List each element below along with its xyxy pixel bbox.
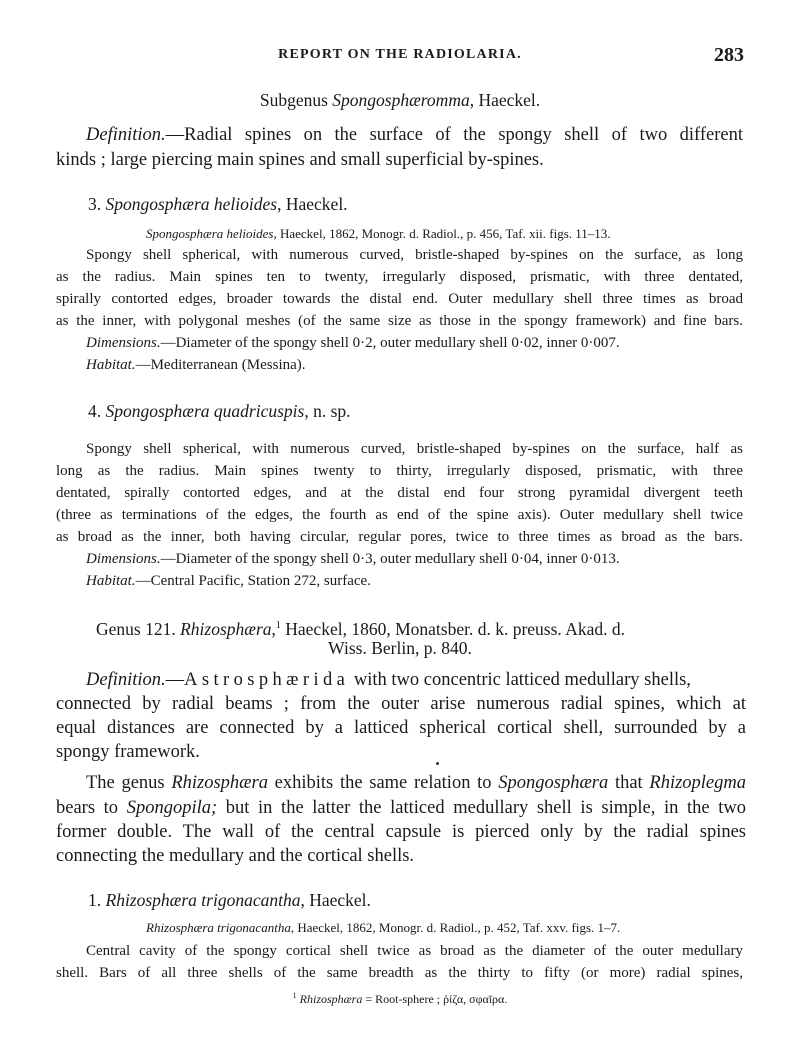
species4-desc-line2: long as the radius. Main spines twenty to thirty, irregularly disposed, prismatic, with three (56, 463, 743, 479)
species3-habitat-label: Habitat. (86, 357, 136, 373)
species4-habitat-text: —Central Pacific, Station 272, surface. (135, 573, 371, 589)
genus-heading-line1: Genus 121. Rhizosphæra,$^1$ Haeckel, 1860, Monatsber. d. k. preuss. Akad. d. (96, 618, 625, 639)
subgenus-definition-line1 (86, 123, 743, 148)
subgenus-definition-label: Definition. (86, 125, 166, 145)
genus-definition-family: Astrosphærida (184, 670, 350, 690)
species3-desc-line3: spirally contorted edges, broader towards the distal end. Outer medullary shell three times as broad (56, 291, 743, 307)
genus-paragraph-line2 (56, 796, 746, 821)
genus-definition-label: Definition. (86, 670, 166, 690)
footnote-term: Rhizosphæra (299, 992, 363, 1006)
genus-paragraph-line1 (86, 771, 746, 796)
species4-number: 4. (88, 401, 106, 421)
genus-p1-c: exhibits the same relation to (267, 773, 499, 793)
genus-definition-line1 (86, 668, 746, 693)
genus-name: Rhizosphæra (180, 618, 272, 639)
species3-desc-line4: as the inner, with polygonal meshes (of the same size as those in the spongy framework) and fine bars. (56, 313, 743, 329)
subgenus-author: , Haeckel. (469, 90, 541, 110)
species1-desc-line1: Central cavity of the spongy cortical shell twice as broad as the diameter of the outer medullary (86, 943, 743, 959)
species4-desc-line1: Spongy shell spherical, with numerous curved, bristle-shaped by-spines on the surface, half as (86, 441, 743, 457)
species3-desc-line2: as the radius. Main spines ten to twenty, irregularly disposed, prismatic, with three dentated, (56, 269, 743, 285)
species1-number: 1. (88, 890, 106, 910)
species3-habitat (86, 354, 746, 376)
genus-paragraph-line4: connecting the medullary and the cortical shells. (56, 846, 415, 866)
species3-dimensions-text: —Diameter of the spongy shell 0·2, outer medullary shell 0·02, inner 0·007. (160, 335, 620, 351)
species4-desc-line4: (three as terminations of the edges, the fourth as end of the spine axis). Outer medullary shell twice (56, 507, 743, 523)
genus-heading-line2: Wiss. Berlin, p. 840. (328, 638, 472, 658)
species1-ref-text: , Haeckel, 1862, Monogr. d. Radiol., p. 452, Taf. xxv. figs. 1–7. (290, 920, 621, 935)
footnote (0, 988, 800, 1007)
species4-desc-line5: as broad as the inner, both having circular, regular pores, twice to three times as broad as the bars. (56, 529, 743, 545)
running-head (0, 44, 800, 68)
species3-desc-line1: Spongy shell spherical, with numerous curved, bristle-shaped by-spines on the surface, as long (86, 247, 743, 263)
species4-dimensions (86, 548, 746, 570)
genus-paragraph-line3: former double. The wall of the central capsule is pierced only by the radial spines (56, 822, 746, 842)
genus-definition-line2: connected by radial beams ; from the outer arise numerous radial spines, which at (56, 694, 746, 714)
species1-reference (146, 919, 746, 937)
species3-dimensions-label: Dimensions. (86, 335, 161, 351)
genus-p2-b: Spongopila; (126, 798, 218, 818)
species3-ref-name: Spongosphæra helioides (146, 226, 274, 241)
species3-ref-text: , Haeckel, 1862, Monogr. d. Radiol., p. 456, Taf. xii. figs. 11–13. (273, 226, 611, 241)
species4-author: , n. sp. (304, 401, 351, 421)
subgenus-prefix: Subgenus (259, 90, 333, 110)
species4-name: Spongosphæra quadricuspis (105, 401, 305, 421)
species1-author: , Haeckel. (300, 890, 371, 910)
species1-desc-line2: shell. Bars of all three shells of the same breadth as the thirty to fifty (or more) radial spines, (56, 965, 743, 981)
species3-author: , Haeckel. (277, 194, 348, 214)
genus-footnote-mark: 1 (275, 620, 281, 631)
footnote-text: = Root-sphere ; ῥίζα, σφαῖρα. (362, 992, 508, 1006)
genus-heading-rest: Haeckel, 1860, Monatsber. d. k. preuss. Akad. d. (280, 618, 625, 639)
genus-p1-b: Rhizosphæra (171, 773, 268, 793)
subgenus-definition-text1: —Radial spines on the surface of the spongy shell of two different (165, 125, 743, 145)
species3-dimensions (86, 332, 746, 354)
genus-p1-e: that (608, 773, 650, 793)
genus-p2-a: bears to (56, 798, 127, 818)
species4-dimensions-label: Dimensions. (86, 551, 161, 567)
genus-definition-dash: — (165, 670, 185, 690)
species4-desc-line3: dentated, spirally contorted edges, and at the distal end four strong pyramidal divergent teeth (56, 485, 743, 501)
genus-p1-f: Rhizoplegma (649, 773, 746, 793)
species3-name: Spongosphæra helioides (105, 194, 278, 214)
species3-heading (88, 192, 688, 217)
stray-dot (436, 762, 439, 765)
species1-name: Rhizosphæra trigonacantha (105, 890, 301, 910)
page-number: 283 (714, 44, 744, 66)
genus-prefix: Genus 121. (96, 618, 181, 639)
subgenus-name: Spongosphæromma (332, 90, 470, 110)
genus-p2-c: but in the latter the latticed medullary shell is simple, in the two (217, 798, 746, 818)
genus-p1-a: The genus (86, 773, 172, 793)
running-title: REPORT ON THE RADIOLARIA. (278, 47, 522, 62)
genus-definition-line4: spongy framework. (56, 742, 200, 762)
species4-habitat-label: Habitat. (86, 573, 136, 589)
species4-dimensions-text: —Diameter of the spongy shell 0·3, outer medullary shell 0·04, inner 0·013. (160, 551, 620, 567)
genus-p1-d: Spongosphæra (498, 773, 609, 793)
genus-definition-line3: equal distances are connected by a latticed spherical cortical shell, surrounded by a (56, 718, 746, 738)
species4-habitat (86, 570, 746, 592)
genus-definition-text1: with two concentric latticed medullary shells, (349, 670, 691, 690)
footnote-mark: 1 (292, 991, 297, 1000)
species3-reference (146, 225, 746, 243)
species3-habitat-text: —Mediterranean (Messina). (135, 357, 306, 373)
species3-number: 3. (88, 194, 106, 214)
species4-heading (88, 399, 688, 424)
subgenus-heading (0, 88, 800, 113)
subgenus-definition-line2: kinds ; large piercing main spines and small superficial by-spines. (56, 150, 544, 170)
species1-heading (88, 888, 688, 913)
species1-ref-name: Rhizosphæra trigonacantha (146, 920, 291, 935)
